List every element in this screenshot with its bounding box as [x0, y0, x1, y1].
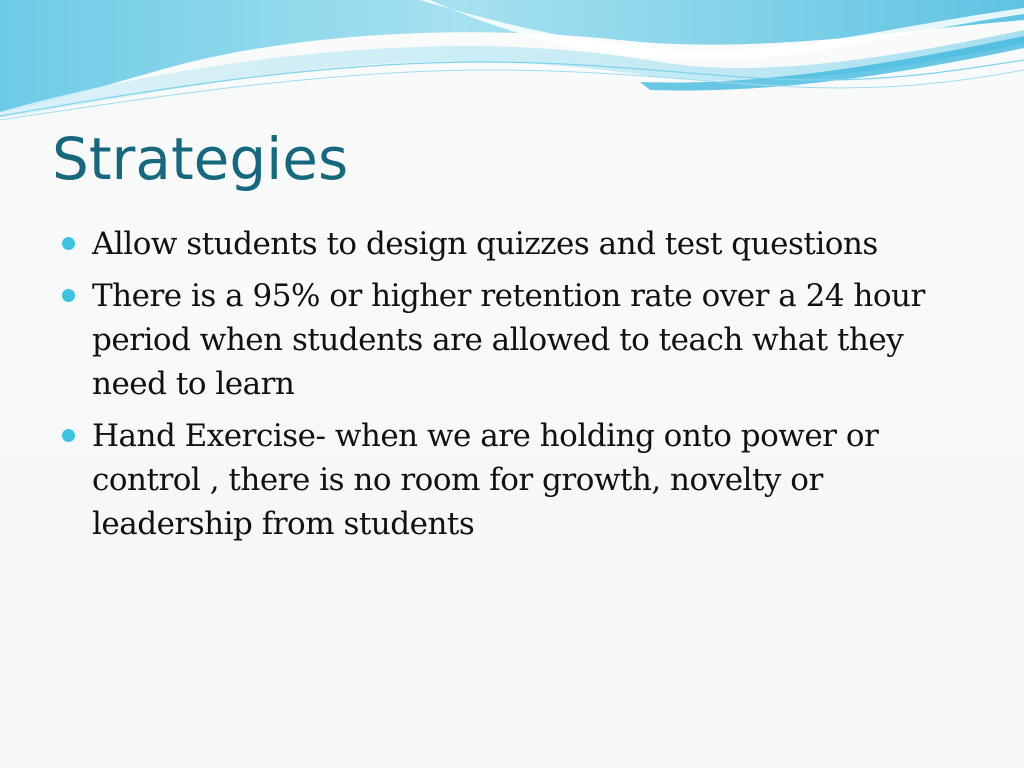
round-bullet-icon: [62, 429, 75, 442]
bullet-item: [62, 414, 952, 546]
bullet-text: There is a 95% or higher retention rate over a 24 hour period when students are allowed to teach what they need to learn: [92, 278, 925, 402]
bullet-text: Allow students to design quizzes and test questions: [92, 226, 878, 262]
round-bullet-icon: [62, 237, 75, 250]
round-bullet-icon: [62, 289, 75, 302]
bullet-item: [62, 274, 952, 406]
bullet-list: [62, 222, 952, 554]
bullet-item: [62, 222, 952, 266]
wave-decoration-icon: [0, 0, 1024, 130]
slide-title: Strategies: [52, 125, 349, 193]
bullet-text: Hand Exercise- when we are holding onto power or control , there is no room for growth, novelty or leadership from students: [92, 418, 879, 542]
